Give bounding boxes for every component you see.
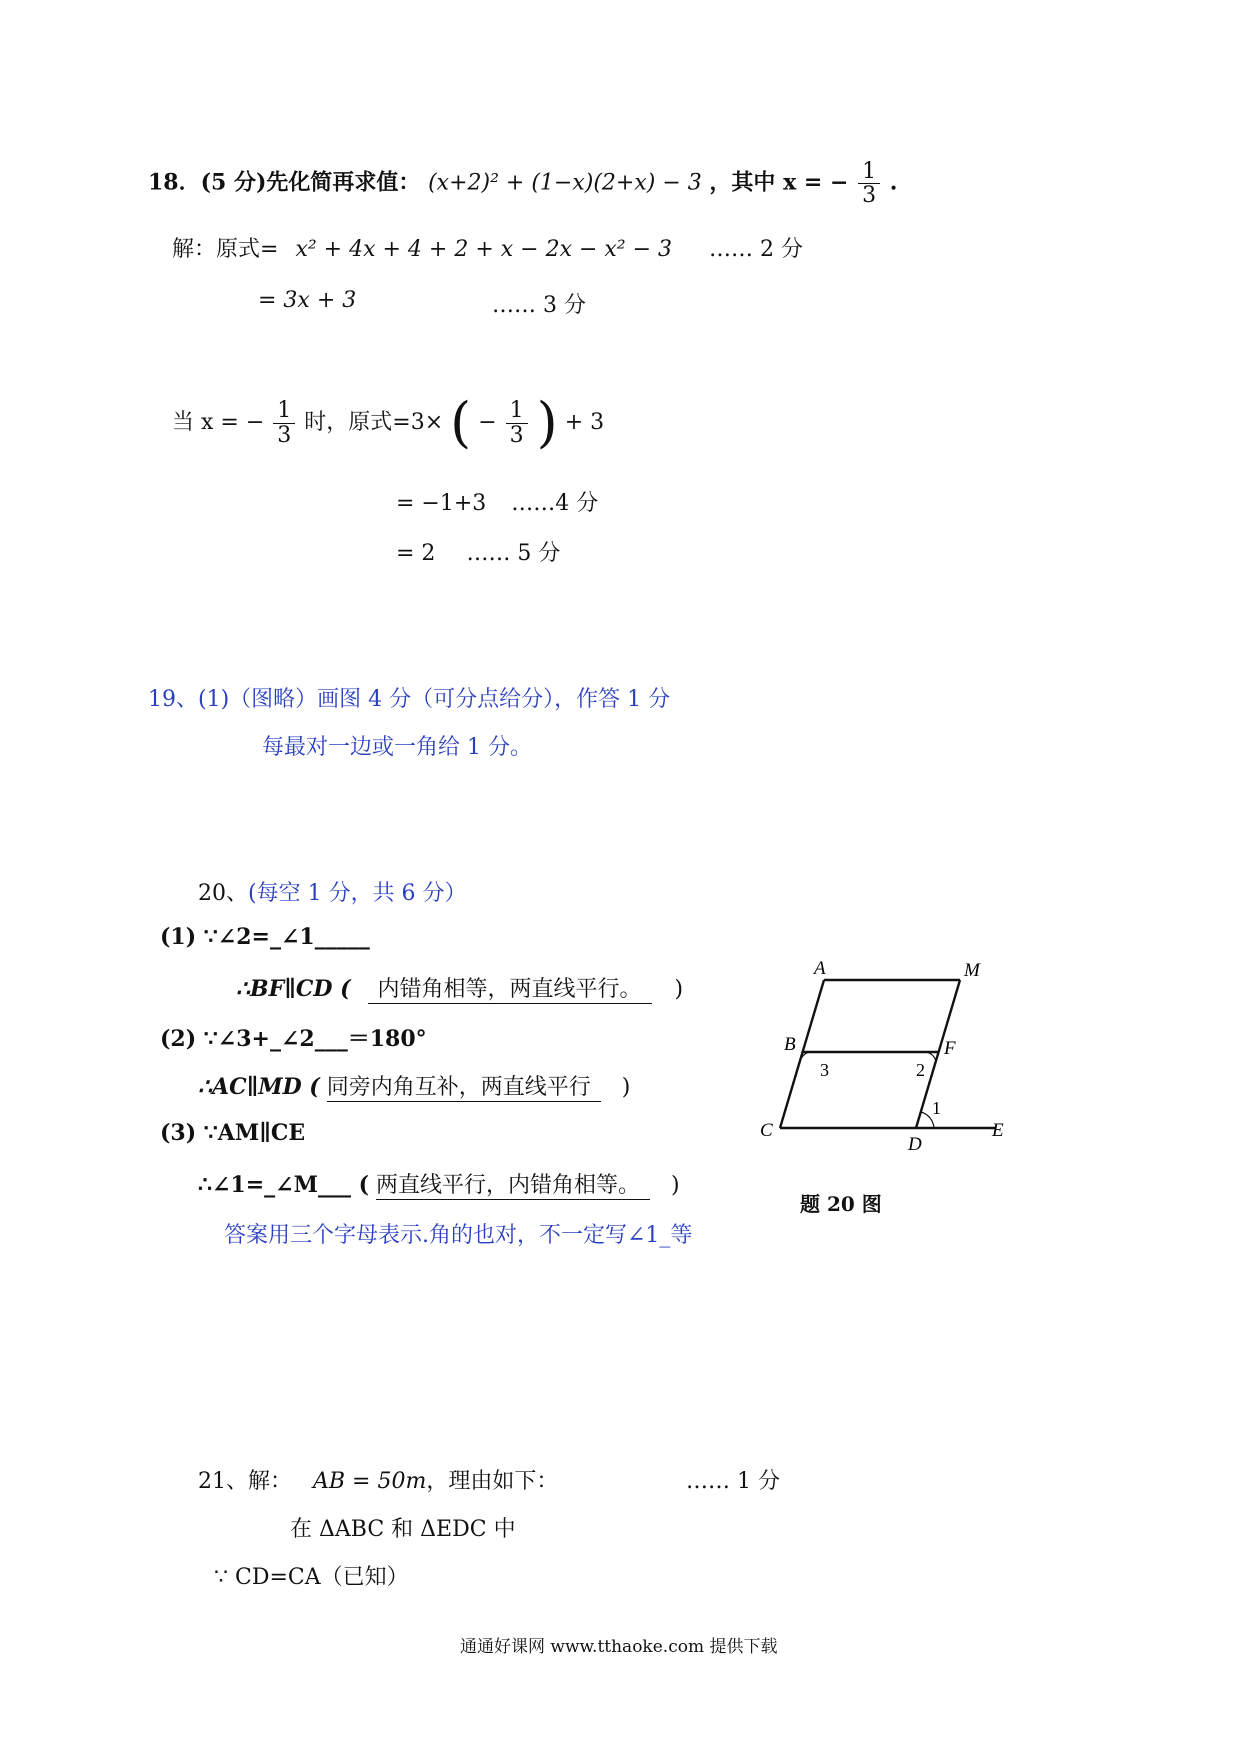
q18-step3-open-paren: ( <box>450 391 472 454</box>
q20-part2-given: (2) ∵∠3+_∠2___＝180° <box>160 1026 427 1052</box>
q18-step3-fraction-numerator: 1 <box>273 399 295 423</box>
q20-part1-given: (1) ∵∠2=_∠1_____ <box>160 924 370 950</box>
q18-step1-score: …… 2 分 <box>709 237 804 262</box>
q18-step4 <box>396 486 598 517</box>
q21-line1-suffix: ，理由如下： <box>426 1469 559 1494</box>
q18-period: . <box>889 169 898 196</box>
q21-line2: 在 ΔABC 和 ΔEDC 中 <box>290 1517 516 1542</box>
q20-part2-close: ) <box>621 1075 631 1100</box>
figure-label-b: B <box>784 1034 796 1055</box>
q18-step3 <box>172 391 605 454</box>
figure-label-e: E <box>992 1120 1004 1141</box>
q21-line1 <box>198 1464 558 1495</box>
q18-step3-inner-denominator: 3 <box>509 422 524 448</box>
q18-header <box>148 160 897 207</box>
q20-part2-reason: 同旁内角互补，两直线平行 <box>327 1075 601 1102</box>
q20-part1-close: ) <box>674 977 684 1002</box>
figure-label-c: C <box>760 1120 773 1141</box>
q19-line2: 每最对一边或一角给 1 分。 <box>262 735 532 760</box>
q18-fraction <box>858 160 880 207</box>
q18-condition-prefix: ，其中 x = − <box>709 169 849 196</box>
q20-part3-given: (3) ∵AM∥CE <box>160 1120 306 1146</box>
figure-label-d: D <box>908 1134 922 1155</box>
q18-step2-score: …… 3 分 <box>492 293 586 318</box>
q18-step3-prefix: 当 x = − <box>172 410 265 435</box>
q18-step5-score: …… 5 分 <box>466 541 561 566</box>
q20-figure-caption: 题 20 图 <box>800 1192 882 1216</box>
q18-step5 <box>396 536 560 567</box>
q18-step1 <box>172 232 803 263</box>
q18-fraction-numerator: 1 <box>858 160 880 184</box>
q18-step3-close-paren: ) <box>536 391 558 454</box>
q20-header <box>198 876 467 907</box>
figure-label-f: F <box>944 1038 956 1059</box>
q18-step1-label: 解：原式= <box>172 237 279 262</box>
q18-step3-suffix: + 3 <box>564 410 605 435</box>
q18-step3-inner-sign: − <box>478 410 497 435</box>
q21-line1-score: …… 1 分 <box>686 1469 780 1494</box>
figure-angle1-label: 1 <box>932 1098 941 1118</box>
q18-step3-fraction-denominator: 3 <box>277 422 292 448</box>
figure-angle3-label: 3 <box>820 1060 829 1080</box>
figure-label-m: M <box>964 960 980 981</box>
figure-label-a: A <box>814 958 826 979</box>
q18-step3-inner-fraction <box>506 399 528 446</box>
q18-expression: (x+2)² + (1−x)(2+x) − 3 <box>428 170 702 196</box>
q20-part3-conclusion-prefix: ∴∠1=_∠M___ ( <box>198 1172 370 1198</box>
q20-part3-close: ) <box>671 1173 680 1198</box>
q18-step1-expression: x² + 4x + 4 + 2 + x − 2x − x² − 3 <box>295 237 673 262</box>
q19-line1: 19、(1)（图略）画图 4 分（可分点给分），作答 1 分 <box>148 687 671 712</box>
q18-header-prefix: 18．(5 分)先化简再求值： <box>148 169 421 196</box>
q20-note: 答案用三个字母表示.角的也对，不一定写∠1_等 <box>224 1223 693 1248</box>
q18-step3-inner-numerator: 1 <box>506 399 528 423</box>
q21-line3: ∵ CD=CA（已知） <box>214 1565 409 1590</box>
q20-part3-conclusion <box>198 1168 680 1199</box>
q21-line1-prefix: 21、解： <box>198 1469 292 1494</box>
q20-part1-conclusion-prefix: ∴BF∥CD ( <box>236 976 351 1002</box>
q21-line1-expression: AB = 50m <box>313 1469 427 1494</box>
q18-step4-score: ……4 分 <box>511 491 599 516</box>
figure-angle2-arc <box>926 1052 936 1062</box>
q20-header-number: 20、 <box>198 881 248 906</box>
q18-step5-expression: = 2 <box>396 541 436 566</box>
q20-part2-conclusion-prefix: ∴AC∥MD ( <box>198 1074 320 1100</box>
q18-step4-expression: = −1+3 <box>396 491 487 516</box>
q18-step2-expression: = 3x + 3 <box>258 288 357 313</box>
q20-part1-reason: 内错角相等，两直线平行。 <box>368 977 652 1004</box>
q20-part3-reason: 两直线平行，内错角相等。 <box>376 1173 650 1200</box>
q18-fraction-denominator: 3 <box>862 183 877 209</box>
q20-figure <box>740 950 1020 1160</box>
footer-credit: 通通好课网 www.tthaoke.com 提供下载 <box>460 1637 778 1657</box>
q18-step3-mid: 时，原式=3× <box>304 410 444 435</box>
figure-angle2-label: 2 <box>916 1060 925 1080</box>
q20-header-note: (每空 1 分，共 6 分） <box>248 881 467 906</box>
q18-step3-fraction <box>273 399 295 446</box>
q18-step2 <box>258 288 356 313</box>
q20-part2-conclusion <box>198 1070 630 1101</box>
q20-part1-conclusion <box>236 972 683 1003</box>
